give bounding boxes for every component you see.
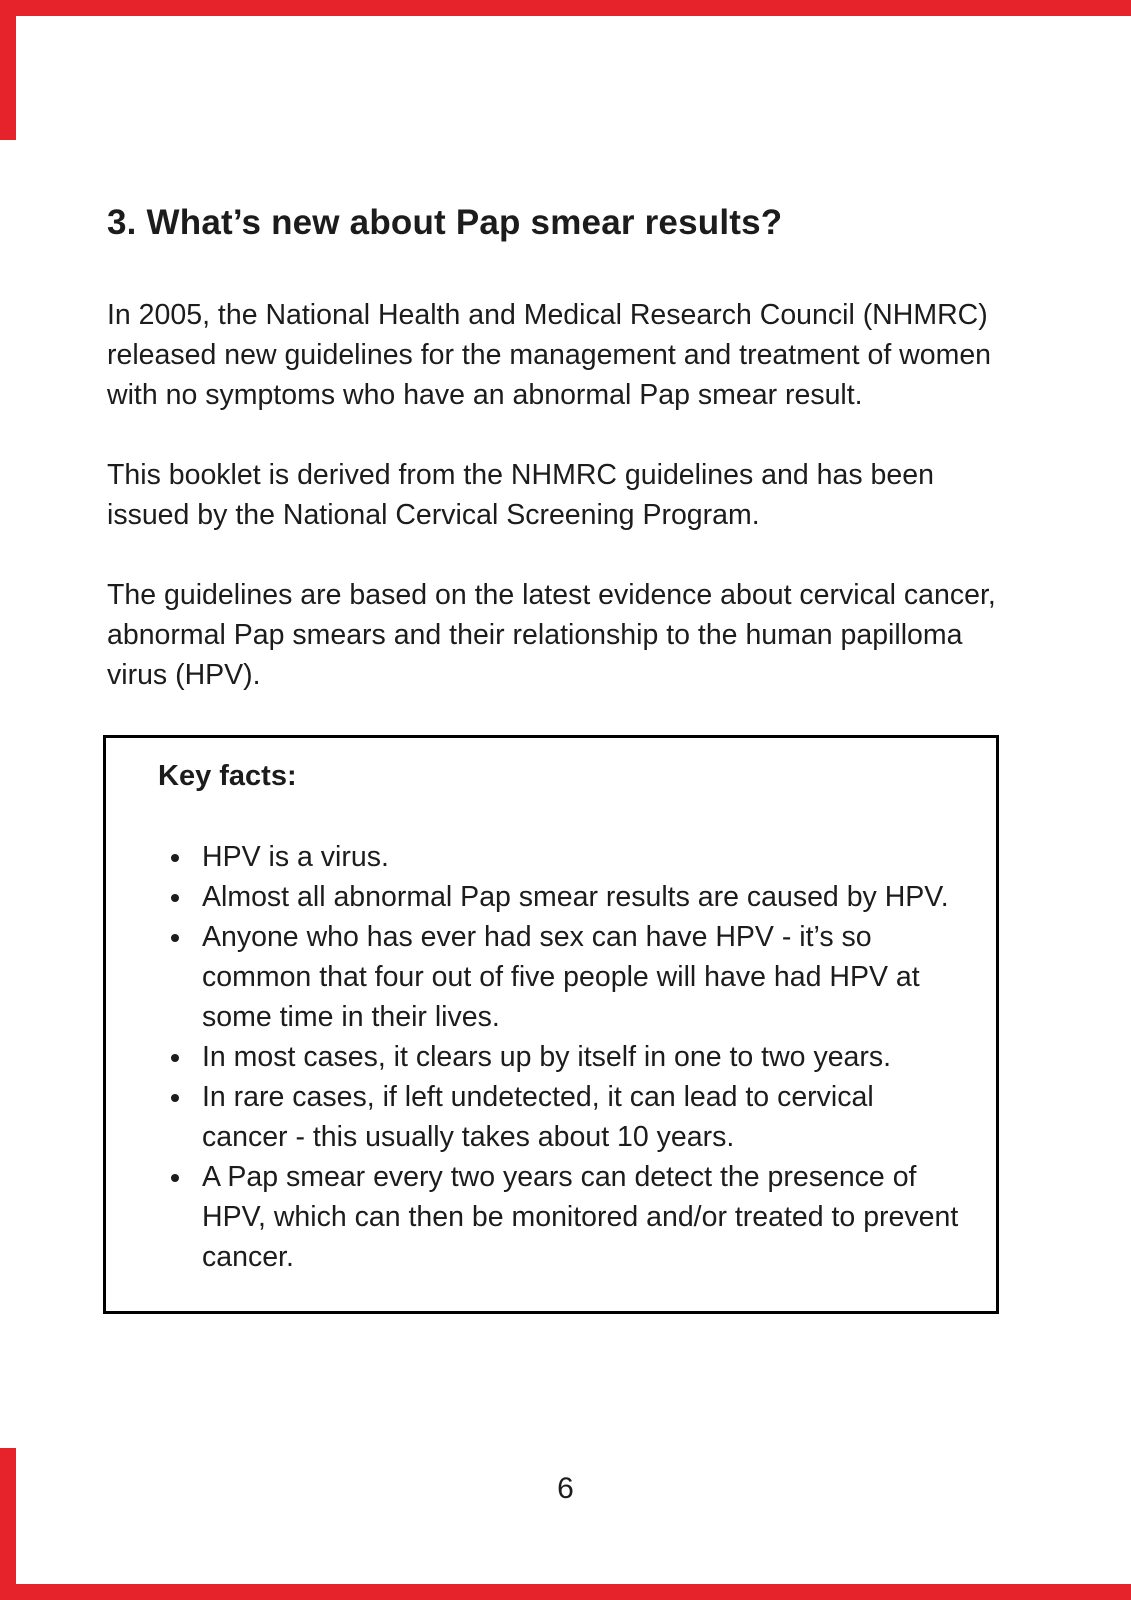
key-fact-item <box>194 837 966 877</box>
key-fact-text: Anyone who has ever had sex can have HPV - it’s so common that four out of five people will have had HPV at some time in their lives. <box>202 921 920 1033</box>
red-accent-bar-left-top <box>0 0 16 140</box>
key-fact-text: In most cases, it clears up by itself in one to two years. <box>202 1041 892 1073</box>
key-fact-text: A Pap smear every two years can detect the presence of HPV, which can then be monitored and/or treated to prevent cancer. <box>202 1161 959 1273</box>
key-facts-title: Key facts: <box>158 760 297 792</box>
paragraph-guidelines: The guidelines are based on the latest evidence about cervical cancer, abnormal Pap smears and their relationship to the human papilloma virus (HPV). <box>107 579 996 691</box>
key-fact-item <box>194 1037 966 1077</box>
red-accent-bar-bottom <box>0 1584 1131 1600</box>
paragraph-booklet: This booklet is derived from the NHMRC guidelines and has been issued by the National Cervical Screening Program. <box>107 459 934 531</box>
key-fact-text: Almost all abnormal Pap smear results are caused by HPV. <box>202 881 949 913</box>
paragraph-intro: In 2005, the National Health and Medical Research Council (NHMRC) released new guidelines for the management and treatment of women with no symptoms who have an abnormal Pap smear result. <box>107 299 992 411</box>
page-content <box>107 203 1012 1314</box>
key-fact-item <box>194 1157 966 1277</box>
page-title: 3. What’s new about Pap smear results? <box>107 203 783 242</box>
key-fact-item <box>194 877 966 917</box>
red-accent-bar-top <box>0 0 1131 16</box>
key-fact-item <box>194 1077 966 1157</box>
red-accent-bar-left-bottom <box>0 1448 16 1600</box>
key-facts-list <box>158 837 966 1277</box>
page-number: 6 <box>557 1472 574 1505</box>
key-facts-box <box>103 735 999 1314</box>
key-fact-item <box>194 917 966 1037</box>
key-fact-text: In rare cases, if left undetected, it can lead to cervical cancer - this usually takes about 10 years. <box>202 1081 874 1153</box>
key-fact-text: HPV is a virus. <box>202 841 389 873</box>
